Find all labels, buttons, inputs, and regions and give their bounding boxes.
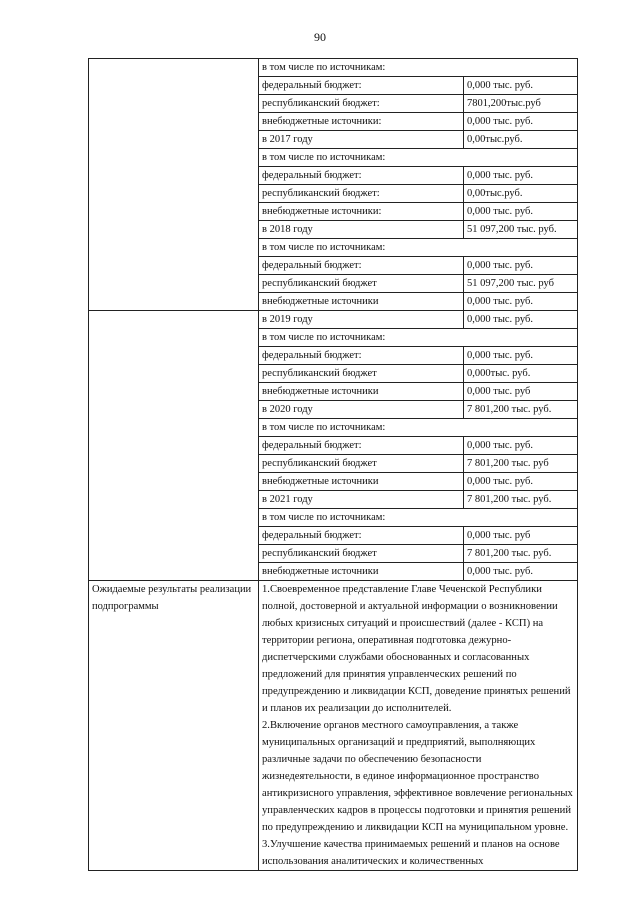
row-label: республиканский бюджет: [259,185,464,203]
row-label: внебюджетные источники [259,383,464,401]
funding-table [88,58,578,871]
row-label: внебюджетные источники [259,563,464,581]
results-paragraph: 3.Улучшение качества принимаемых решений и планов на основе использования аналитических и количественных [262,839,560,867]
row-label: в 2019 году [259,311,464,329]
row-value: 7801,200тыс.руб [464,95,578,113]
source-heading-cell: в том числе по источникам: [259,329,578,347]
row-value: 0,000 тыс. руб. [464,257,578,275]
row-label: республиканский бюджет: [259,95,464,113]
page-number: 90 [314,30,326,44]
results-label: Ожидаемые результаты реализации подпрограммы [89,581,259,871]
results-paragraph: 1.Своевременное представление Главе Чеченской Республики полной, достоверной и актуальной информации о возникновении любых кризисных ситуаций и происшествий (далее - КСП) на территории региона, оперативная подготовка дежурно-диспетчерскими службами обоснованных и согласованных предложений для принятия управленческих решений по предупреждению и ликвидации КСП, доведение принятых решений и планов их реализации до исполнителей. [262,584,571,714]
empty-left-cell [89,59,259,311]
empty-left-cell [89,311,259,581]
row-label: внебюджетные источники [259,293,464,311]
row-label: в 2018 году [259,221,464,239]
row-label: внебюджетные источники [259,473,464,491]
row-value: 0,000 тыс. руб. [464,563,578,581]
table-row [89,311,578,329]
row-label: внебюджетные источники: [259,113,464,131]
table-row [89,59,578,77]
row-label: в 2021 году [259,491,464,509]
row-value: 7 801,200 тыс. руб. [464,491,578,509]
source-heading-cell: в том числе по источникам: [259,59,578,77]
row-label: республиканский бюджет [259,275,464,293]
row-value: 7 801,200 тыс. руб [464,455,578,473]
row-value: 0,000 тыс. руб. [464,347,578,365]
row-value: 0,000 тыс. руб. [464,311,578,329]
results-text [259,581,578,871]
row-label: в 2020 году [259,401,464,419]
row-value: 0,00тыс.руб. [464,131,578,149]
row-value: 0,000 тыс. руб. [464,113,578,131]
results-row [89,581,578,871]
row-value: 0,000 тыс. руб [464,527,578,545]
row-label: федеральный бюджет: [259,437,464,455]
row-label: федеральный бюджет: [259,167,464,185]
row-label: федеральный бюджет: [259,527,464,545]
row-label: внебюджетные источники: [259,203,464,221]
funding-table-body [89,59,578,871]
row-value: 51 097,200 тыс. руб [464,275,578,293]
row-label: федеральный бюджет: [259,77,464,95]
row-value: 0,000 тыс. руб. [464,473,578,491]
source-heading-cell: в том числе по источникам: [259,239,578,257]
row-label: федеральный бюджет: [259,347,464,365]
source-heading-cell: в том числе по источникам: [259,149,578,167]
row-label: республиканский бюджет [259,455,464,473]
row-value: 7 801,200 тыс. руб. [464,545,578,563]
row-value: 0,000 тыс. руб. [464,437,578,455]
row-value: 0,000 тыс. руб [464,383,578,401]
row-label: в 2017 году [259,131,464,149]
row-label: федеральный бюджет: [259,257,464,275]
source-heading-cell: в том числе по источникам: [259,509,578,527]
results-paragraph: 2.Включение органов местного самоуправления, а также муниципальных организаций и предприятий, выполняющих различные задачи по обеспечению безопасности жизнедеятельности, в единое информационное пространство антикризисного управления, эффективное вовлечение региональных управленческих кадров в процессы подготовки и принятия решений по предупреждению и ликвидации КСП на муниципальном уровне. [262,720,573,833]
row-label: республиканский бюджет [259,545,464,563]
row-value: 0,000 тыс. руб. [464,203,578,221]
row-value: 0,000тыс. руб. [464,365,578,383]
row-value: 7 801,200 тыс. руб. [464,401,578,419]
row-label: республиканский бюджет [259,365,464,383]
source-heading-cell: в том числе по источникам: [259,419,578,437]
row-value: 0,000 тыс. руб. [464,77,578,95]
row-value: 51 097,200 тыс. руб. [464,221,578,239]
row-value: 0,000 тыс. руб. [464,167,578,185]
row-value: 0,00тыс.руб. [464,185,578,203]
row-value: 0,000 тыс. руб. [464,293,578,311]
